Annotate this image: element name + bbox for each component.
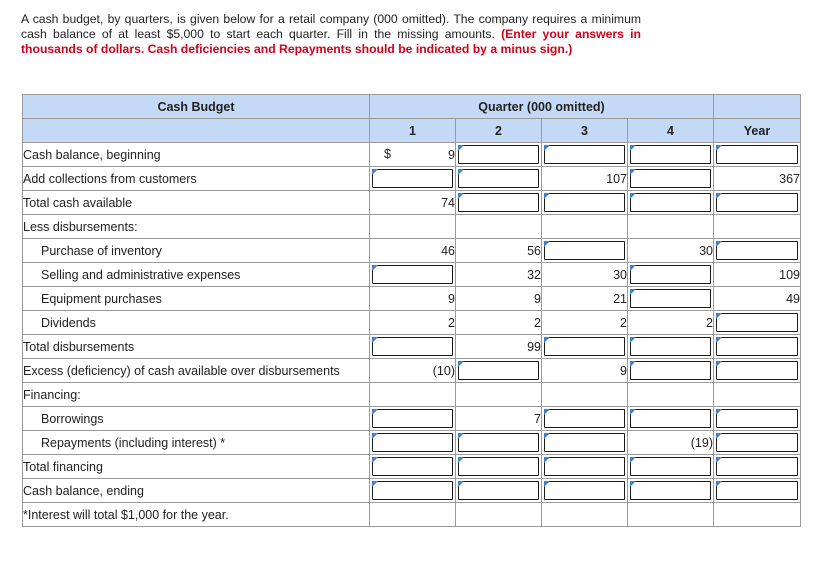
cell-q1 bbox=[370, 455, 456, 479]
cell-value: 30 bbox=[699, 243, 713, 258]
cell-value: 2 bbox=[706, 315, 713, 330]
value-cell-q2 bbox=[456, 335, 542, 359]
table-row-total-financing bbox=[23, 455, 801, 479]
row-label: Excess (deficiency) of cash available over disbursements bbox=[23, 359, 370, 383]
answer-input-q2[interactable] bbox=[458, 193, 539, 212]
answer-input-q1[interactable] bbox=[372, 457, 453, 476]
answer-input-q3[interactable] bbox=[544, 457, 625, 476]
empty-cell bbox=[370, 215, 456, 239]
value-cell-q1 bbox=[370, 359, 456, 383]
empty-cell bbox=[456, 383, 542, 407]
cell-value: 9 bbox=[534, 291, 541, 306]
table-row-less-disbursements bbox=[23, 215, 801, 239]
value-cell-q1 bbox=[370, 239, 456, 263]
value-cell-q1 bbox=[370, 143, 456, 167]
answer-input-q3[interactable] bbox=[544, 433, 625, 452]
table-title: Cash Budget bbox=[23, 95, 370, 119]
cell-value: 9 bbox=[448, 291, 455, 306]
cell-value: 2 bbox=[620, 315, 627, 330]
cell-value: 2 bbox=[448, 315, 455, 330]
row-label: Repayments (including interest) * bbox=[23, 431, 370, 455]
answer-input-year[interactable] bbox=[716, 241, 798, 260]
answer-input-q3[interactable] bbox=[544, 481, 625, 500]
answer-input-q3[interactable] bbox=[544, 337, 625, 356]
answer-input-q3[interactable] bbox=[544, 193, 625, 212]
footnote: *Interest will total $1,000 for the year. bbox=[23, 503, 370, 527]
cell-q4 bbox=[628, 335, 714, 359]
answer-input-q1[interactable] bbox=[372, 265, 453, 284]
answer-input-q2[interactable] bbox=[458, 481, 539, 500]
empty-cell bbox=[456, 503, 542, 527]
cell-q2 bbox=[456, 479, 542, 503]
cell-q3 bbox=[542, 407, 628, 431]
cell-value: 49 bbox=[786, 291, 800, 306]
value-cell-q4 bbox=[628, 239, 714, 263]
answer-input-q4[interactable] bbox=[630, 337, 711, 356]
cell-q4 bbox=[628, 167, 714, 191]
cell-year bbox=[714, 335, 801, 359]
table-row-total-cash-available bbox=[23, 191, 801, 215]
cell-value: 9 bbox=[448, 147, 455, 162]
row-label: Borrowings bbox=[23, 407, 370, 431]
value-cell-q3 bbox=[542, 359, 628, 383]
cell-q3 bbox=[542, 479, 628, 503]
value-cell-q3 bbox=[542, 311, 628, 335]
answer-input-q3[interactable] bbox=[544, 145, 625, 164]
answer-input-q1[interactable] bbox=[372, 481, 453, 500]
cell-q3 bbox=[542, 455, 628, 479]
value-cell-q2 bbox=[456, 311, 542, 335]
answer-input-year[interactable] bbox=[716, 313, 798, 332]
cell-value: 109 bbox=[779, 267, 800, 282]
answer-input-q2[interactable] bbox=[458, 169, 539, 188]
cell-value: 74 bbox=[441, 195, 455, 210]
answer-input-q4[interactable] bbox=[630, 361, 711, 380]
cell-q4 bbox=[628, 479, 714, 503]
answer-input-q2[interactable] bbox=[458, 145, 539, 164]
value-cell-q2 bbox=[456, 263, 542, 287]
answer-input-q4[interactable] bbox=[630, 457, 711, 476]
cell-q4 bbox=[628, 191, 714, 215]
empty-cell bbox=[628, 215, 714, 239]
table-row-selling-and-administrative-expenses bbox=[23, 263, 801, 287]
cell-year bbox=[714, 407, 801, 431]
cell-q3 bbox=[542, 431, 628, 455]
answer-input-q4[interactable] bbox=[630, 265, 711, 284]
row-label: Cash balance, ending bbox=[23, 479, 370, 503]
answer-input-q4[interactable] bbox=[630, 145, 711, 164]
table-row-total-disbursements bbox=[23, 335, 801, 359]
value-cell-q4 bbox=[628, 431, 714, 455]
cash-budget-table bbox=[22, 94, 801, 527]
cell-q2 bbox=[456, 431, 542, 455]
empty-cell bbox=[542, 383, 628, 407]
cell-value: (10) bbox=[432, 363, 455, 378]
instructions-text: A cash budget, by quarters, is given below for a retail company (000 omitted). The company requires a minimum cash balance of at least $5,000 to start each quarter. Fill in the missing amounts. bbox=[21, 12, 641, 41]
answer-input-q1[interactable] bbox=[372, 337, 453, 356]
cell-year bbox=[714, 143, 801, 167]
empty-cell bbox=[542, 215, 628, 239]
label-column-header bbox=[23, 119, 370, 143]
dollar-sign: $ bbox=[384, 147, 391, 161]
cell-value: 107 bbox=[606, 171, 627, 186]
answer-input-year[interactable] bbox=[716, 457, 798, 476]
answer-input-q1[interactable] bbox=[372, 169, 453, 188]
cell-year bbox=[714, 239, 801, 263]
answer-input-q4[interactable] bbox=[630, 193, 711, 212]
cell-q2 bbox=[456, 455, 542, 479]
row-label: Total cash available bbox=[23, 191, 370, 215]
answer-input-year[interactable] bbox=[716, 409, 798, 428]
value-cell-q1 bbox=[370, 191, 456, 215]
cell-year bbox=[714, 479, 801, 503]
answer-input-q4[interactable] bbox=[630, 409, 711, 428]
row-label: Total disbursements bbox=[23, 335, 370, 359]
cell-q1 bbox=[370, 335, 456, 359]
answer-input-q2[interactable] bbox=[458, 433, 539, 452]
cell-value: 32 bbox=[527, 267, 541, 282]
cell-value: 2 bbox=[534, 315, 541, 330]
value-cell-q2 bbox=[456, 239, 542, 263]
value-cell-q3 bbox=[542, 287, 628, 311]
column-header-q2: 2 bbox=[456, 119, 542, 143]
answer-input-q4[interactable] bbox=[630, 289, 711, 308]
cell-q2 bbox=[456, 167, 542, 191]
value-cell-q2 bbox=[456, 407, 542, 431]
cell-q4 bbox=[628, 263, 714, 287]
cell-q4 bbox=[628, 359, 714, 383]
value-cell-q4 bbox=[628, 311, 714, 335]
cell-value: 56 bbox=[527, 243, 541, 258]
quarter-group-header: Quarter (000 omitted) bbox=[370, 95, 714, 119]
cell-q1 bbox=[370, 407, 456, 431]
cell-q2 bbox=[456, 143, 542, 167]
value-cell-q3 bbox=[542, 167, 628, 191]
cell-q2 bbox=[456, 359, 542, 383]
cell-value: 7 bbox=[534, 411, 541, 426]
table-row-dividends bbox=[23, 311, 801, 335]
value-cell-q1 bbox=[370, 287, 456, 311]
row-label: Less disbursements: bbox=[23, 215, 370, 239]
cell-q2 bbox=[456, 191, 542, 215]
cell-value: (19) bbox=[690, 435, 713, 450]
table-row-purchase-of-inventory bbox=[23, 239, 801, 263]
footnote-row bbox=[23, 503, 801, 527]
column-header-year: Year bbox=[714, 119, 801, 143]
answer-input-q4[interactable] bbox=[630, 169, 711, 188]
row-label: Add collections from customers bbox=[23, 167, 370, 191]
empty-cell bbox=[628, 503, 714, 527]
empty-cell bbox=[714, 383, 801, 407]
empty-cell bbox=[456, 215, 542, 239]
column-header-q3: 3 bbox=[542, 119, 628, 143]
column-header-q4: 4 bbox=[628, 119, 714, 143]
row-label: Selling and administrative expenses bbox=[23, 263, 370, 287]
table-row-financing bbox=[23, 383, 801, 407]
empty-cell bbox=[542, 503, 628, 527]
cell-q4 bbox=[628, 455, 714, 479]
answer-input-year[interactable] bbox=[716, 361, 798, 380]
row-label: Equipment purchases bbox=[23, 287, 370, 311]
cell-q4 bbox=[628, 287, 714, 311]
cell-year bbox=[714, 455, 801, 479]
value-cell-year bbox=[714, 287, 801, 311]
table-row-repayments-including-interest bbox=[23, 431, 801, 455]
cell-q3 bbox=[542, 191, 628, 215]
answer-input-year[interactable] bbox=[716, 193, 798, 212]
empty-cell bbox=[714, 503, 801, 527]
cell-value: 367 bbox=[779, 171, 800, 186]
cell-q1 bbox=[370, 479, 456, 503]
answer-input-year[interactable] bbox=[716, 337, 798, 356]
row-label: Dividends bbox=[23, 311, 370, 335]
answer-input-year[interactable] bbox=[716, 433, 798, 452]
cell-value: 30 bbox=[613, 267, 627, 282]
cell-q4 bbox=[628, 143, 714, 167]
answer-input-q1[interactable] bbox=[372, 409, 453, 428]
cell-q3 bbox=[542, 143, 628, 167]
value-cell-year bbox=[714, 263, 801, 287]
answer-input-q3[interactable] bbox=[544, 409, 625, 428]
table-row-cash-balance-ending bbox=[23, 479, 801, 503]
instructions bbox=[21, 12, 641, 57]
answer-input-year[interactable] bbox=[716, 145, 798, 164]
row-label: Total financing bbox=[23, 455, 370, 479]
year-group-header bbox=[714, 95, 801, 119]
cell-q1 bbox=[370, 167, 456, 191]
column-header-row bbox=[23, 119, 801, 143]
cell-year bbox=[714, 359, 801, 383]
cell-value: 21 bbox=[613, 291, 627, 306]
table-row-add-collections-from-customers bbox=[23, 167, 801, 191]
cell-value: 46 bbox=[441, 243, 455, 258]
cell-q1 bbox=[370, 263, 456, 287]
row-label: Financing: bbox=[23, 383, 370, 407]
cell-value: 9 bbox=[620, 363, 627, 378]
answer-input-year[interactable] bbox=[716, 481, 798, 500]
column-header-q1: 1 bbox=[370, 119, 456, 143]
answer-input-q2[interactable] bbox=[458, 457, 539, 476]
value-cell-year bbox=[714, 167, 801, 191]
cell-q4 bbox=[628, 407, 714, 431]
empty-cell bbox=[628, 383, 714, 407]
table-row-excess-deficiency-of-cash-available-over-disbursements bbox=[23, 359, 801, 383]
cell-value: 99 bbox=[527, 339, 541, 354]
value-cell-q3 bbox=[542, 263, 628, 287]
cell-year bbox=[714, 191, 801, 215]
value-cell-q2 bbox=[456, 287, 542, 311]
table-row-cash-balance-beginning bbox=[23, 143, 801, 167]
answer-input-q2[interactable] bbox=[458, 361, 539, 380]
value-cell-q1 bbox=[370, 311, 456, 335]
row-label: Cash balance, beginning bbox=[23, 143, 370, 167]
cell-q3 bbox=[542, 335, 628, 359]
table-row-equipment-purchases bbox=[23, 287, 801, 311]
empty-cell bbox=[370, 383, 456, 407]
empty-cell bbox=[714, 215, 801, 239]
answer-input-q3[interactable] bbox=[544, 241, 625, 260]
answer-input-q1[interactable] bbox=[372, 433, 453, 452]
cell-q3 bbox=[542, 239, 628, 263]
answer-input-q4[interactable] bbox=[630, 481, 711, 500]
table-row-borrowings bbox=[23, 407, 801, 431]
cell-q1 bbox=[370, 431, 456, 455]
cell-year bbox=[714, 311, 801, 335]
cell-year bbox=[714, 431, 801, 455]
instructions-emphasis: (Enter your answers in thousands of dollars. Cash deficiencies and Repayments should be indicated by a minus sign.) bbox=[21, 27, 641, 56]
row-label: Purchase of inventory bbox=[23, 239, 370, 263]
empty-cell bbox=[370, 503, 456, 527]
